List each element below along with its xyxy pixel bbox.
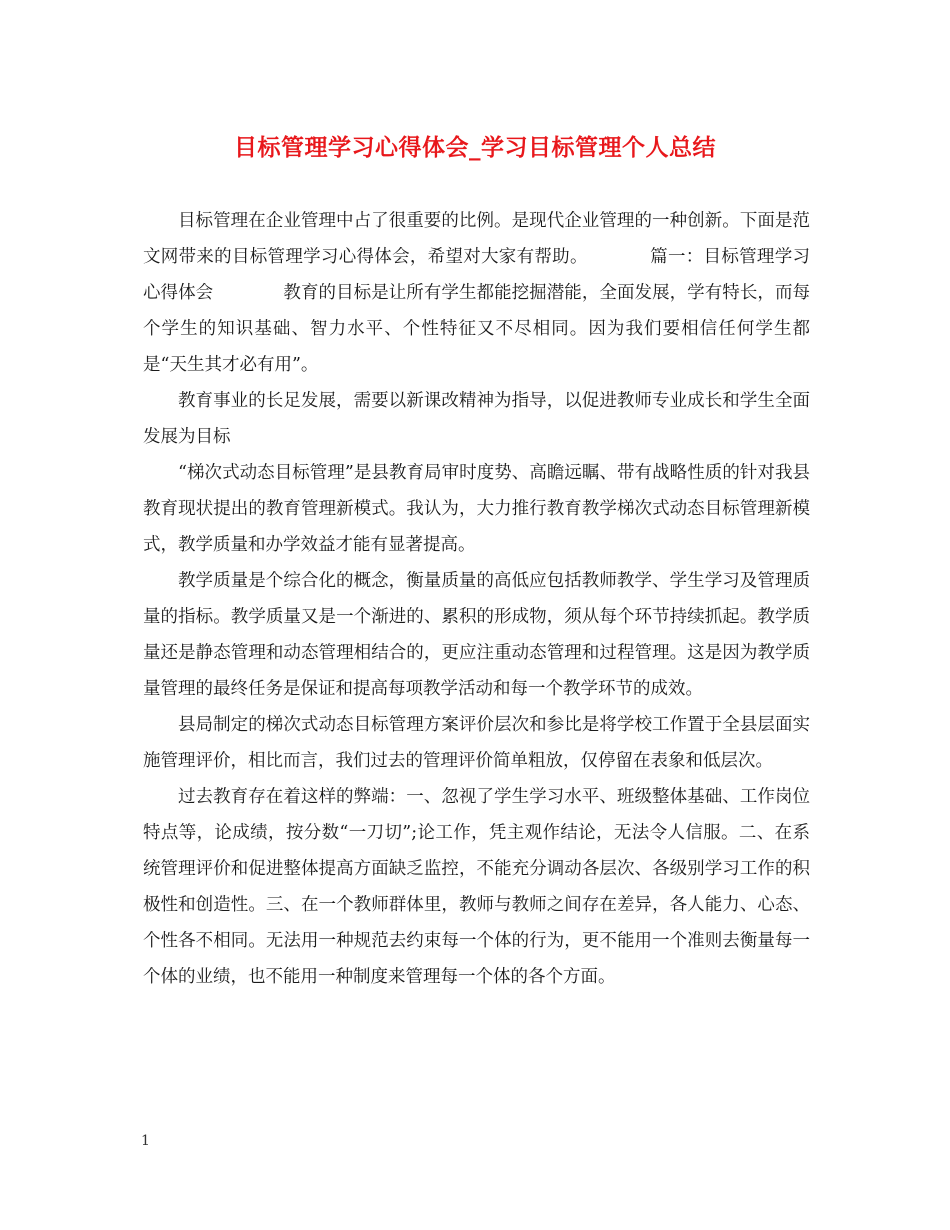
page-number: 1	[141, 1133, 150, 1149]
document-title: 目标管理学习心得体会_学习目标管理个人总结	[234, 135, 716, 161]
paragraph: 教育事业的长足发展，需要以新课改精神为指导，以促进教师专业成长和学生全面发展为目标	[143, 391, 810, 447]
paragraph: “梯次式动态目标管理”是县教育局审时度势、高瞻远瞩、带有战略性质的针对我县教育现状提出的教育管理新模式。我认为，大力推行教育教学梯次式动态目标管理新模式，教学质量和办学效益才能有显著提高。	[143, 463, 810, 555]
paragraph: 教学质量是个综合化的概念，衡量质量的高低应包括教师教学、学生学习及管理质量的指标。教学质量又是一个渐进的、累积的形成物，须从每个环节持续抓起。教学质量还是静态管理和动态管理相结合的，更应注重动态管理和过程管理。这是因为教学质量管理的最终任务是保证和提高每项教学活动和每一个教学环节的成效。	[143, 571, 810, 699]
document-body	[143, 203, 810, 995]
paragraph: 过去教育存在着这样的弊端：一、忽视了学生学习水平、班级整体基础、工作岗位特点等，论成绩，按分数“一刀切”;论工作，凭主观作结论，无法令人信服。二、在系统管理评价和促进整体提高方面缺乏监控，不能充分调动各层次、各级别学习工作的积极性和创造性。三、在一个教师群体里，教师与教师之间存在差异，各人能力、心态、个性各不相同。无法用一种规范去约束每一个体的行为，更不能用一个准则去衡量每一个体的业绩，也不能用一种制度来管理每一个体的各个方面。	[143, 787, 810, 987]
paragraph: 县局制定的梯次式动态目标管理方案评价层次和参比是将学校工作置于全县层面实施管理评价，相比而言，我们过去的管理评价简单粗放，仅停留在表象和低层次。	[143, 715, 810, 771]
paragraph: 目标管理在企业管理中占了很重要的比例。是现代企业管理的一种创新。下面是范文网带来的目标管理学习心得体会，希望对大家有帮助。 篇一：目标管理学习心得体会 教育的目标是让所有学生都能挖掘潜能，全面发展，学有特长，而每个学生的知识基础、智力水平、个性特征又不尽相同。因为我们要相信任何学生都是“天生其才必有用”。	[143, 211, 810, 375]
